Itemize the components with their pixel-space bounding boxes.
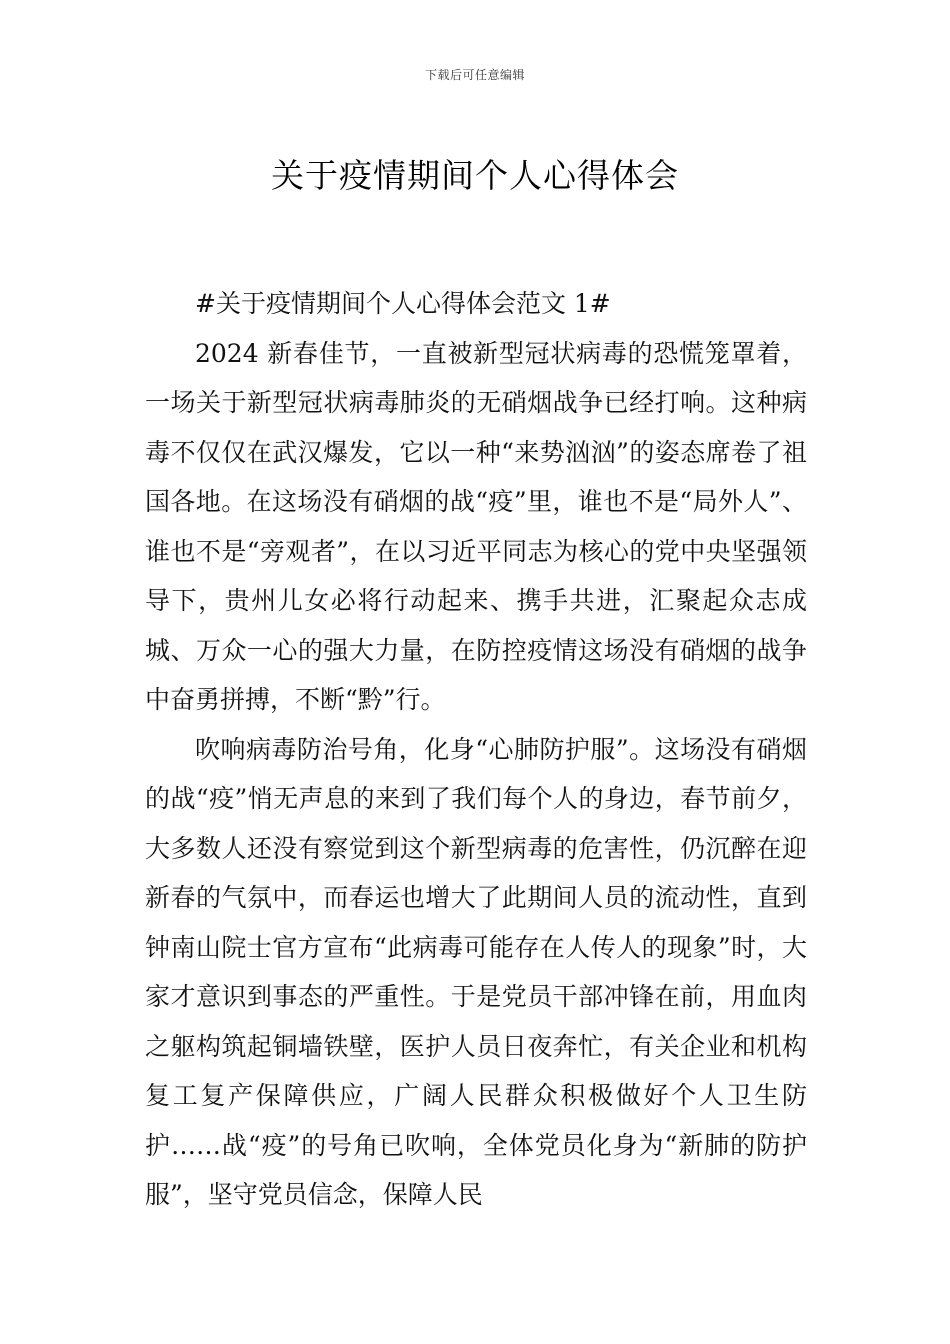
document-title: 关于疫情期间个人心得体会 (271, 156, 679, 196)
section-heading: #关于疫情期间个人心得体会范文 1# (195, 289, 611, 318)
header-note: 下载后可任意编辑 (424, 68, 525, 82)
document-body (145, 279, 807, 1220)
body-paragraph-1: 2024 新春佳节，一直被新型冠状病毒的恐慌笼罩着，一场关于新型冠状病毒肺炎的无硝烟战争已经打响。这种病毒不仅仅在武汉爆发，它以一种“来势汹汹”的姿态席卷了祖国各地。在这场没有硝烟的战“疫”里，谁也不是“局外人”、谁也不是“旁观者”，在以习近平同志为核心的党中央坚强领导下，贵州儿女必将行动起来、携手共进，汇聚起众志成城、万众一心的强大力量，在防控疫情这场没有硝烟的战争中奋勇拼搏，不断“黔”行。 (145, 338, 807, 714)
body-paragraph-2: 吹响病毒防治号角，化身“心肺防护服”。这场没有硝烟的战“疫”悄无声息的来到了我们每个人的身边，春节前夕，大多数人还没有察觉到这个新型病毒的危害性，仍沉醉在迎新春的气氛中，而春运也增大了此期间人员的流动性，直到钟南山院士官方宣布“此病毒可能存在人传人的现象”时，大家才意识到事态的严重性。于是党员干部冲锋在前，用血肉之躯构筑起铜墙铁壁，医护人员日夜奔忙，有关企业和机构复工复产保障供应，广阔人民群众积极做好个人卫生防护……战“疫”的号角已吹响，全体党员化身为“新肺的防护服”，坚守党员信念，保障人民 (145, 734, 807, 1209)
